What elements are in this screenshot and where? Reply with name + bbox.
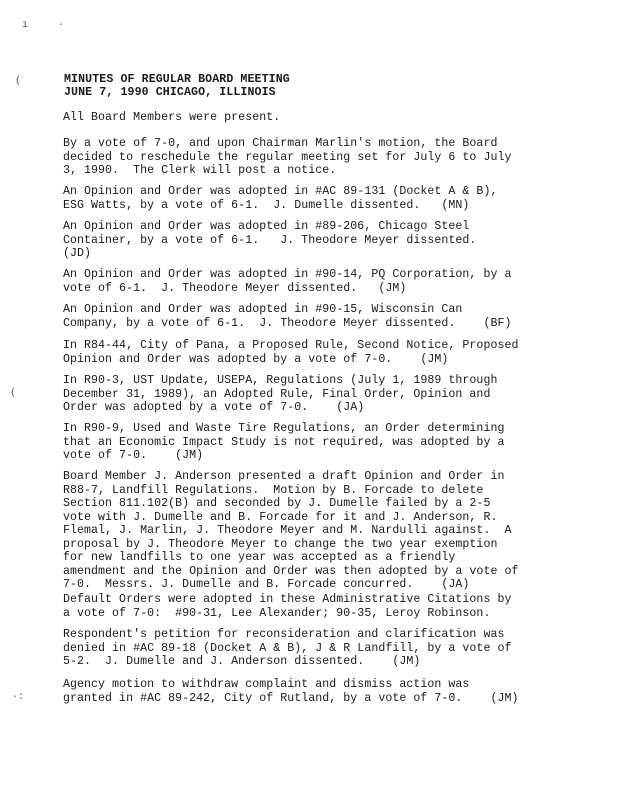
minutes-title: MINUTES OF REGULAR BOARD MEETING xyxy=(64,73,290,86)
r88-7-paragraph: Board Member J. Anderson presented a draft Opinion and Order in R88-7, Landfill Regulations. Motion by B. Forcade to delete Section 811.102(B) and seconded by J. Dumelle failed by a 2-5 vote with J. Dumelle and B. Forcade for it and J. Anderson, R. Flemal, J. Marlin, J. Theodore Meyer and M. Nardulli against. A proposal by J. Theodore Meyer to change the two year exemption for new landfills to one year was accepted as a friendly amendment and the Opinion and Order was then adopted by a vote of 7-0. Messrs. J. Dumelle and B. Forcade concurred. (JA) xyxy=(63,470,519,591)
r84-44-paragraph: In R84-44, City of Pana, a Proposed Rule, Second Notice, Proposed Opinion and Order was adopted by a vote of 7-0. (JM) xyxy=(63,339,519,366)
r90-3-paragraph: In R90-3, UST Update, USEPA, Regulations (July 1, 1989 through December 31, 1989), an Adopted Rule, Final Order, Opinion and Order was adopted by a vote of 7-0. (JA) xyxy=(63,374,498,414)
pcb90-14-paragraph: An Opinion and Order was adopted in #90-14, PQ Corporation, by a vote of 6-1. J. Theodore Meyer dissented. (JM) xyxy=(63,268,512,295)
scan-speck: ı xyxy=(22,20,29,31)
ac89-242-paragraph: Agency motion to withdraw complaint and dismiss action was granted in #AC 89-242, City of Rutland, by a vote of 7-0. (JM) xyxy=(63,678,519,705)
attendance-paragraph: All Board Members were present. xyxy=(63,111,281,124)
pcb90-15-paragraph: An Opinion and Order was adopted in #90-15, Wisconsin Can Company, by a vote of 6-1. J. Theodore Meyer dissented. (BF) xyxy=(63,303,512,330)
ac89-131-paragraph: An Opinion and Order was adopted in #AC 89-131 (Docket A & B), ESG Watts, by a vote of 6-1. J. Dumelle dissented. (MN) xyxy=(63,185,498,212)
scan-speck: ( xyxy=(10,388,17,399)
reschedule-paragraph: By a vote of 7-0, and upon Chairman Marlin's motion, the Board decided to reschedule the regular meeting set for July 6 to July 3, 1990. The Clerk will post a notice. xyxy=(63,137,512,177)
minutes-heading xyxy=(64,73,290,99)
scan-speck: ·: xyxy=(12,692,25,703)
scan-speck: · xyxy=(58,20,65,31)
r90-9-paragraph: In R90-9, Used and Waste Tire Regulations, an Order determining that an Economic Impact Study is not required, was adopted by a vote of 7-0. (JM) xyxy=(63,422,505,462)
scan-speck: ( xyxy=(15,76,22,87)
pcb89-206-paragraph: An Opinion and Order was adopted in #89-206, Chicago Steel Container, by a vote of 6-1. J. Theodore Meyer dissented. (JD) xyxy=(63,220,477,260)
default-orders-paragraph: Default Orders were adopted in these Administrative Citations by a vote of 7-0: #90-31, Lee Alexander; 90-35, Leroy Robinson. xyxy=(63,593,512,620)
meeting-date-location: JUNE 7, 1990 CHICAGO, ILLINOIS xyxy=(64,86,276,99)
ac89-18-paragraph: Respondent's petition for reconsideration and clarification was denied in #AC 89-18 (Docket A & B), J & R Landfill, by a vote of 5-2. J. Dumelle and J. Anderson dissented. (JM) xyxy=(63,628,512,668)
